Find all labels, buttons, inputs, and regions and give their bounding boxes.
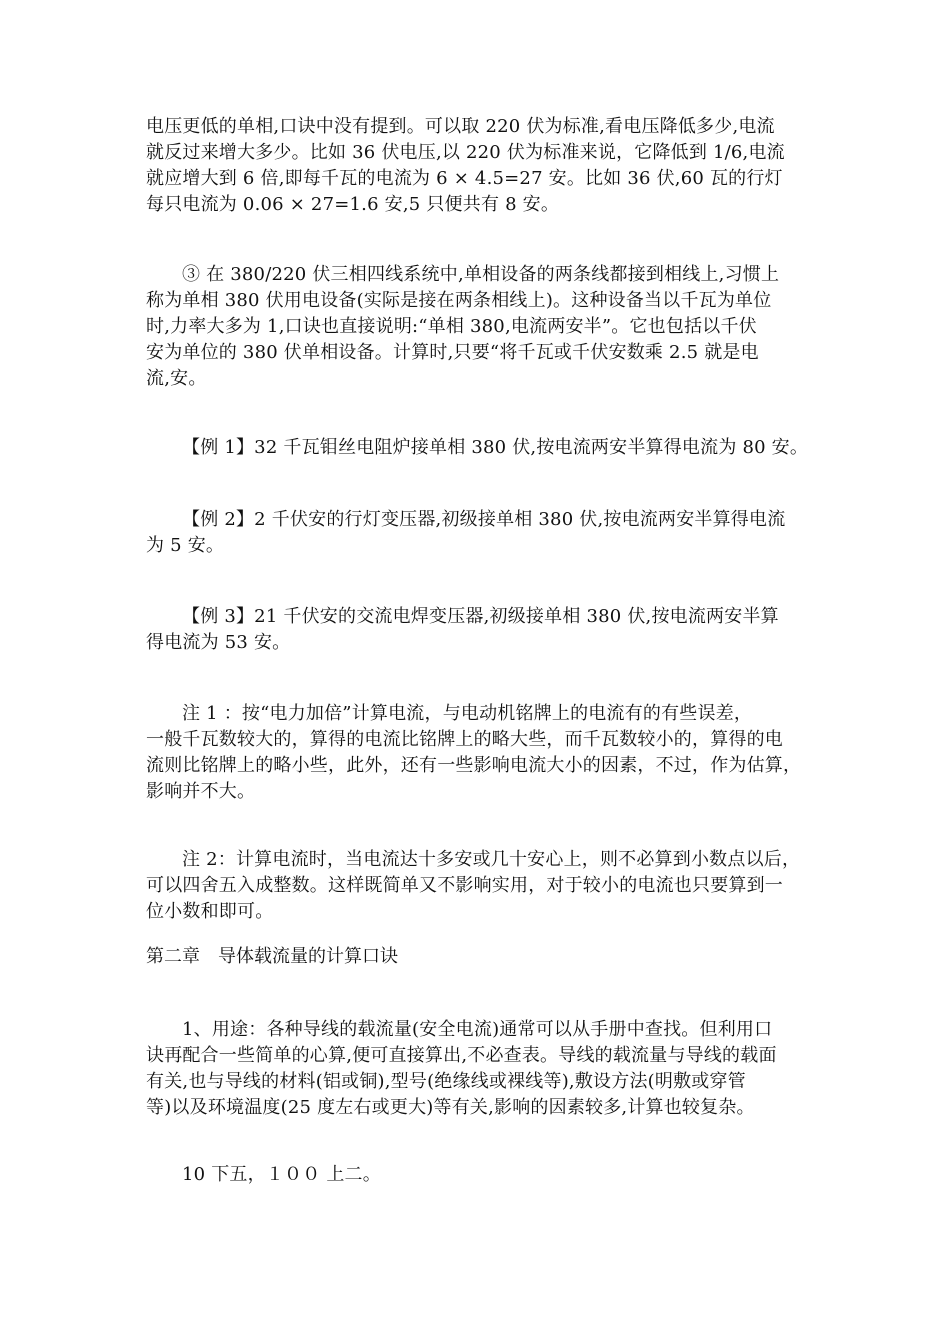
example-3	[146, 604, 808, 656]
text-line: ③ 在 380/220 伏三相四线系统中,单相设备的两条线都接到相线上,习惯上	[182, 264, 780, 285]
text-line: 【例 1】32 千瓦钼丝电阻炉接单相 380 伏,按电流两安半算得电流为 80 安。	[182, 437, 809, 458]
text-line: 流则比铭牌上的略小些，此外，还有一些影响电流大小的因素，不过，作为估算，	[146, 755, 802, 776]
text-line: 影响并不大。	[146, 781, 256, 802]
text-line: 诀再配合一些简单的心算,便可直接算出,不必查表。导线的载流量与导线的载面	[146, 1045, 777, 1066]
chapter-heading: 第二章 导体载流量的计算口诀	[146, 946, 398, 967]
text-line: 1、用途：各种导线的载流量(安全电流)通常可以从手册中查找。但利用口	[182, 1019, 773, 1040]
text-line: 位小数和即可。	[146, 901, 274, 922]
text-line: 【例 3】21 千伏安的交流电焊变压器,初级接单相 380 伏,按电流两安半算	[182, 606, 779, 627]
text-line: 10 下五，１００ 上二。	[182, 1164, 381, 1185]
text-line: 注 2：计算电流时，当电流达十多安或几十安心上，则不必算到小数点以后，	[182, 849, 801, 870]
example-2	[146, 507, 808, 559]
text-line: 每只电流为 0.06 × 27=1.6 安,5 只便共有 8 安。	[146, 194, 560, 215]
text-line: 安为单位的 380 伏单相设备。计算时,只要“将千瓦或千伏安数乘 2.5 就是电	[146, 342, 759, 363]
text-line: 可以四舍五入成整数。这样既简单又不影响实用，对于较小的电流也只要算到一	[146, 875, 783, 896]
text-line: 流,安。	[146, 368, 207, 389]
text-line: 称为单相 380 伏用电设备(实际是接在两条相线上)。这种设备当以千瓦为单位	[146, 290, 772, 311]
text-line: 有关,也与导线的材料(铝或铜),型号(绝缘线或裸线等),敷设方法(明敷或穿管	[146, 1071, 746, 1092]
paragraph-single-phase-380	[146, 262, 808, 392]
text-line: 时,力率大多为 1,口诀也直接说明:“单相 380,电流两安半”。它也包括以千伏	[146, 316, 757, 337]
text-line: 【例 2】2 千伏安的行灯变压器,初级接单相 380 伏,按电流两安半算得电流	[182, 509, 786, 530]
text-line: 等)以及环境温度(25 度左右或更大)等有关,影响的因素较多,计算也较复杂。	[146, 1097, 755, 1118]
text-line: 就应增大到 6 倍,即每千瓦的电流为 6 × 4.5=27 安。比如 36 伏,60 瓦的行灯	[146, 168, 783, 189]
text-line: 一般千瓦数较大的，算得的电流比铭牌上的略大些，而千瓦数较小的，算得的电	[146, 729, 783, 750]
text-line: 电压更低的单相,口诀中没有提到。可以取 220 伏为标准,看电压降低多少,电流	[146, 116, 775, 137]
example-1	[146, 435, 808, 461]
rule-line	[146, 1162, 808, 1188]
note-1	[146, 701, 808, 805]
paragraph-usage	[146, 1017, 808, 1121]
text-line: 就反过来增大多少。比如 36 伏电压,以 220 伏为标准来说，它降低到 1/6,电流	[146, 142, 785, 163]
text-line: 为 5 安。	[146, 535, 225, 556]
note-2	[146, 847, 808, 925]
text-line: 注 1 ：按“电力加倍”计算电流，与电动机铭牌上的电流有的有些误差，	[182, 703, 753, 724]
paragraph-voltage-note	[146, 114, 808, 218]
text-line: 得电流为 53 安。	[146, 632, 291, 653]
